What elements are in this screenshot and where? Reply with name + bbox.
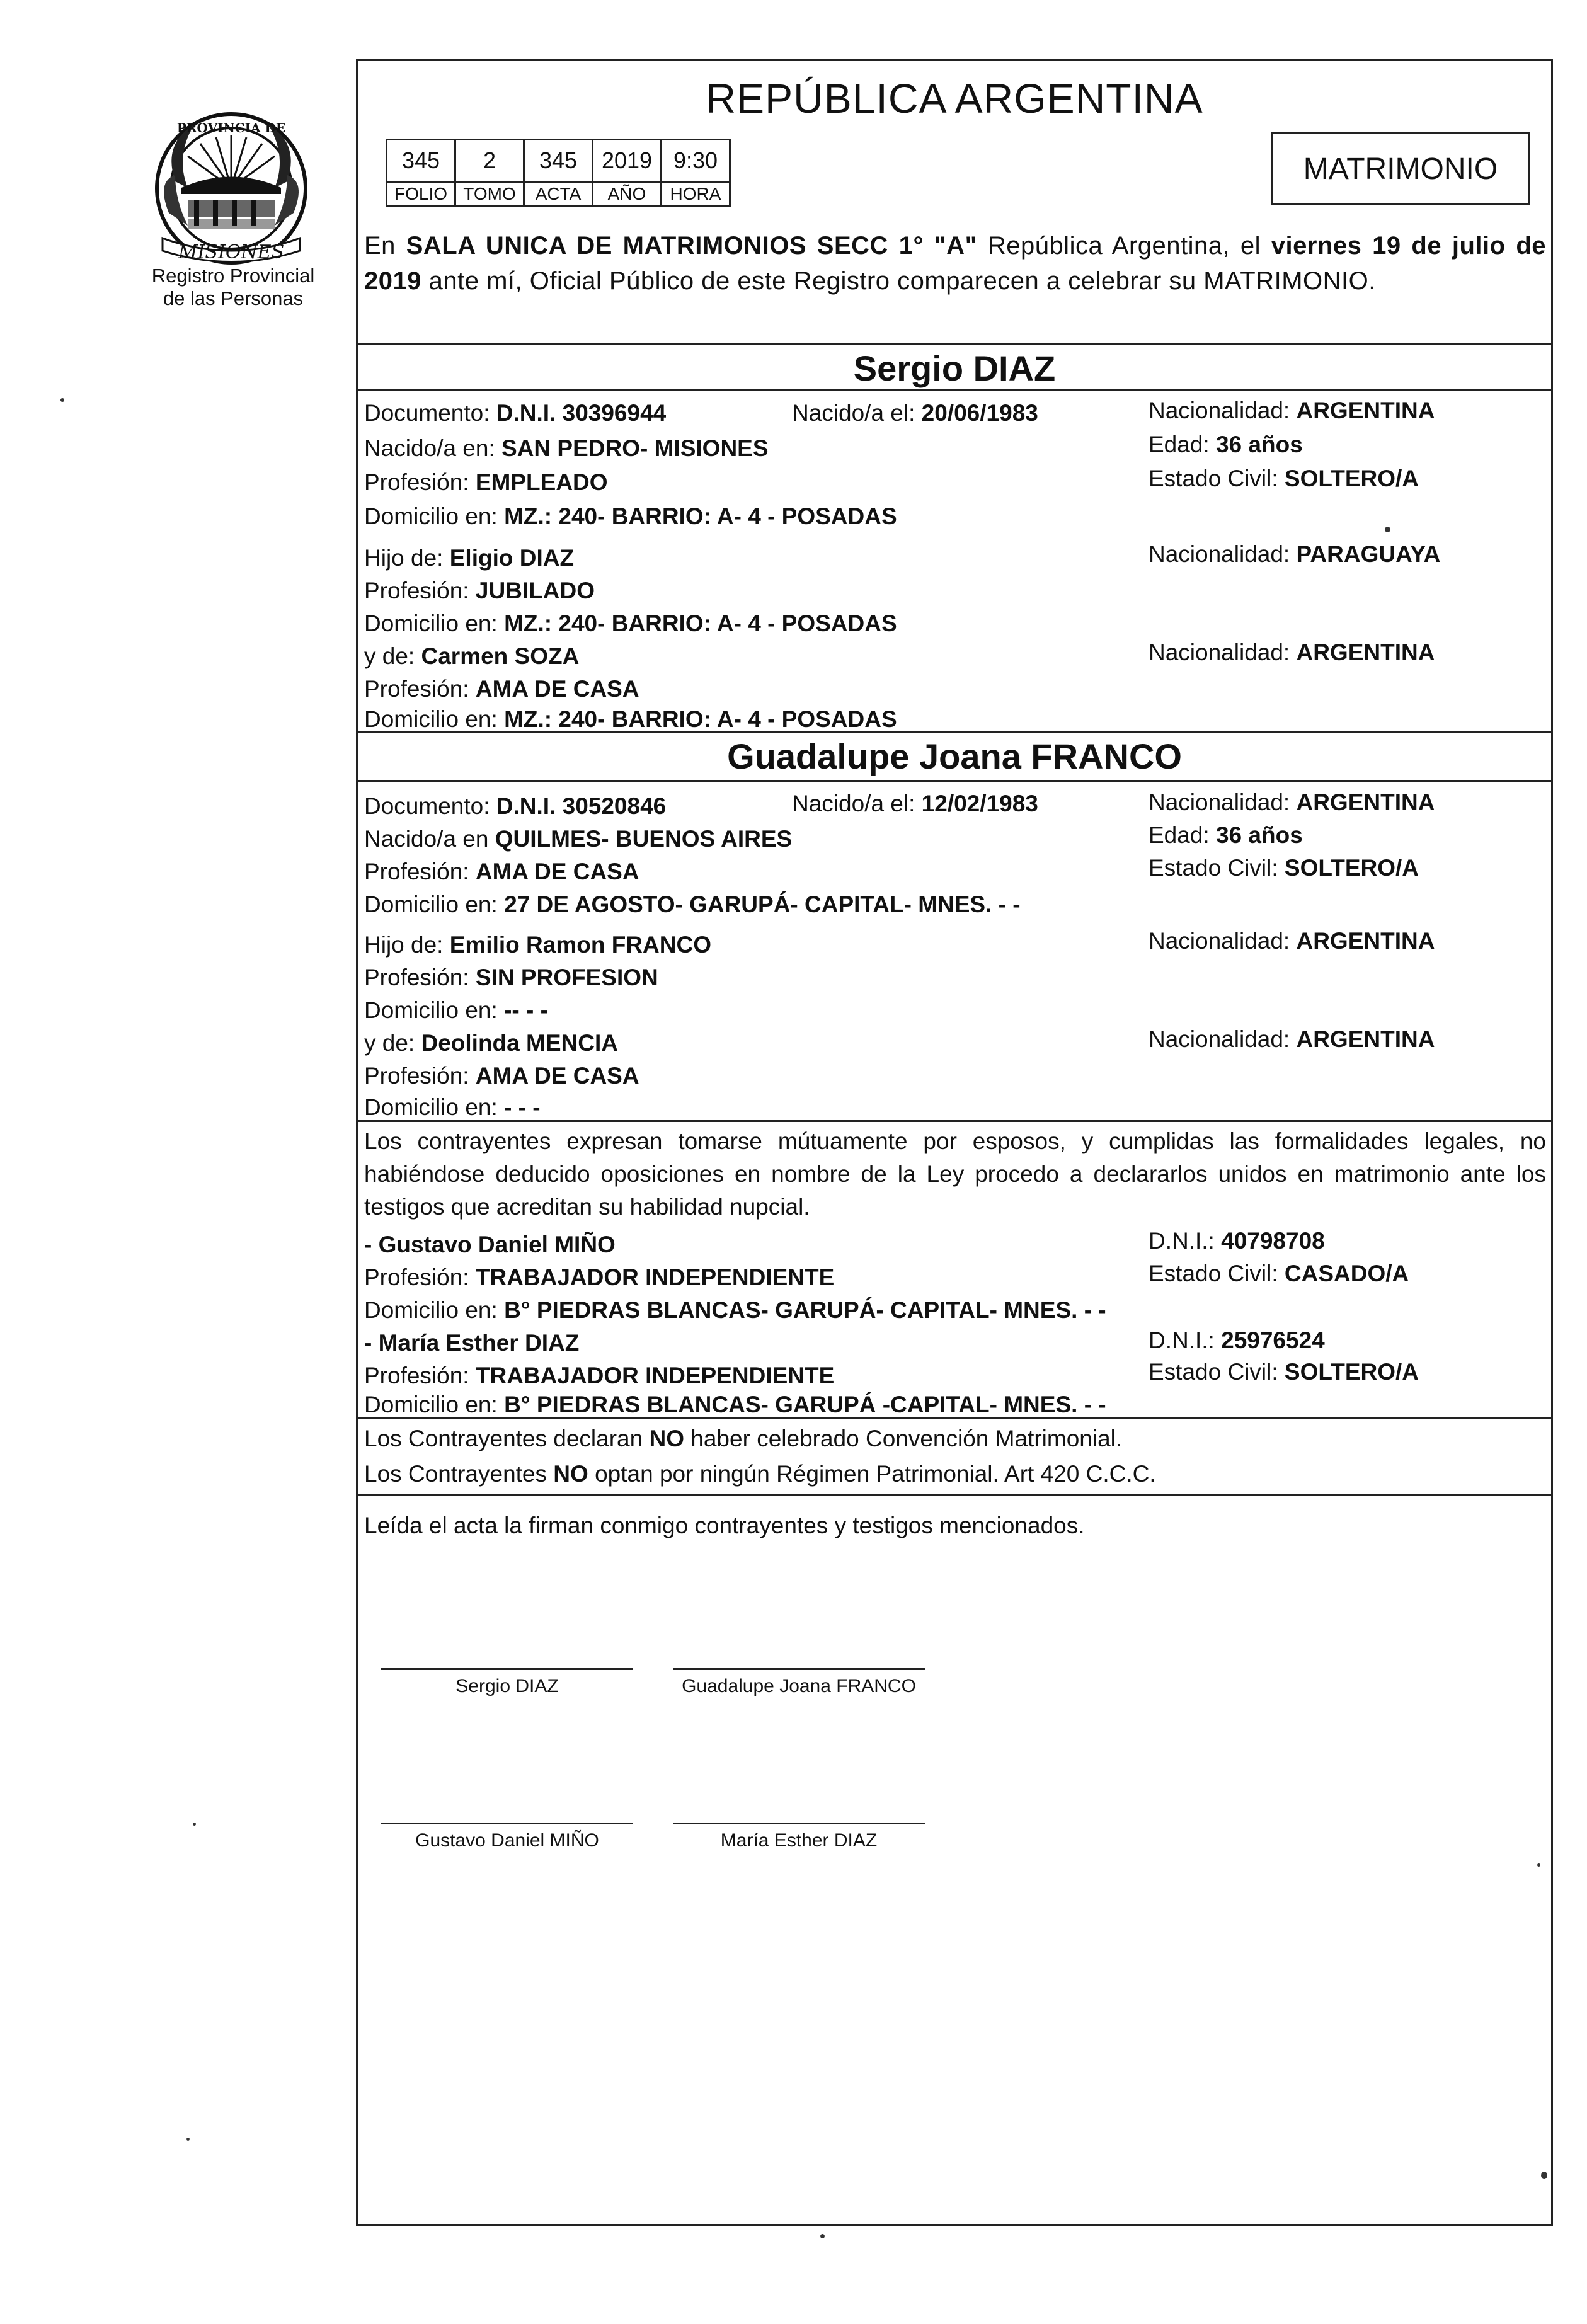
party2-father-nationality: Nacionalidad: ARGENTINA [1149,928,1435,954]
scan-speck [1541,2172,1547,2179]
tomo-label: TOMO [455,182,524,207]
witness2-address: Domicilio en: B° PIEDRAS BLANCAS- GARUPÁ -CAPITAL- MNES. - - [364,1392,1106,1417]
scan-speck [820,2234,825,2238]
misiones-seal-logo [150,106,312,271]
signature-label-sergio: Sergio DIAZ [455,1676,559,1697]
party2-civil-status: Estado Civil: SOLTERO/A [1149,855,1419,881]
intro-paragraph: En SALA UNICA DE MATRIMONIOS SECC 1° "A" República Argentina, el viernes 19 de julio de 2019 ante mí, Oficial Público de este Registro comparecen a celebrar su MATRIMONIO. [364,232,1547,295]
tomo-value: 2 [455,140,524,182]
party2-age: Edad: 36 años [1149,822,1303,848]
party2-address: Domicilio en: 27 DE AGOSTO- GARUPÁ- CAPITAL- MNES. - - [364,891,1021,917]
signature-label-gustavo: Gustavo Daniel MIÑO [415,1830,599,1851]
party2-name: Guadalupe Joana FRANCO [727,736,1182,776]
section-divider [356,343,1553,345]
folio-label: FOLIO [387,182,455,207]
party1-father-nationality: Nacionalidad: PARAGUAYA [1149,541,1441,567]
scan-speck [193,1823,196,1826]
party2-father-profession: Profesión: SIN PROFESION [364,965,658,990]
convention-line-1: Los Contrayentes declaran NO haber celebrado Convención Matrimonial. [364,1426,1123,1451]
party2-father-address: Domicilio en: -- - - [364,997,548,1023]
signature-label-maria: María Esther DIAZ [720,1830,878,1851]
party1-document: Documento: D.N.I. 30396944 [364,400,667,426]
party1-name: Sergio DIAZ [853,348,1056,388]
witness2-name: - María Esther DIAZ [364,1330,580,1356]
party2-mother-profession: Profesión: AMA DE CASA [364,1063,639,1089]
acta-label: ACTA [524,182,593,207]
hora-label: HORA [662,182,730,207]
scan-speck [60,398,64,402]
party1-birthplace: Nacido/a en: SAN PEDRO- MISIONES [364,435,769,461]
closing-statement: Leída el acta la firman conmigo contrayentes y testigos mencionados. [364,1513,1085,1538]
party1-father: Hijo de: Eligio DIAZ [364,545,575,571]
scan-speck [1537,1863,1540,1867]
signature-line [673,1668,925,1670]
signature-line [381,1823,633,1824]
signature-label-guadalupe: Guadalupe Joana FRANCO [682,1676,916,1697]
svg-text:MISIONES: MISIONES [178,241,285,263]
party2-birthplace: Nacido/a en QUILMES- BUENOS AIRES [364,826,793,852]
section-divider [356,780,1553,782]
party2-profession: Profesión: AMA DE CASA [364,859,639,884]
witness2-dni: D.N.I.: 25976524 [1149,1327,1325,1353]
scan-speck [1385,527,1390,532]
party1-father-address: Domicilio en: MZ.: 240- BARRIO: A- 4 - POSADAS [364,610,897,636]
svg-text:PROVINCIA DE: PROVINCIA DE [176,120,286,135]
folio-value: 345 [387,140,455,182]
hora-value: 9:30 [662,140,730,182]
section-divider [356,1494,1553,1496]
party2-mother-nationality: Nacionalidad: ARGENTINA [1149,1026,1435,1052]
registry-label: Registro Provincial de las Personas [151,265,315,309]
party2-mother-address: Domicilio en: - - - [364,1094,541,1120]
witness1-address: Domicilio en: B° PIEDRAS BLANCAS- GARUPÁ- CAPITAL- MNES. - - [364,1297,1106,1323]
party2-nationality: Nacionalidad: ARGENTINA [1149,789,1435,815]
party2-father: Hijo de: Emilio Ramon FRANCO [364,932,711,958]
scan-speck [186,2138,190,2141]
party1-birthdate: Nacido/a el: 20/06/1983 [792,400,1038,426]
signature-line [673,1823,925,1824]
party1-civil-status: Estado Civil: SOLTERO/A [1149,466,1419,491]
party2-mother: y de: Deolinda MENCIA [364,1030,618,1056]
witness1-civil-status: Estado Civil: CASADO/A [1149,1261,1409,1286]
party1-father-profession: Profesión: JUBILADO [364,578,595,604]
anio-label: AÑO [593,182,662,207]
witness2-profession: Profesión: TRABAJADOR INDEPENDIENTE [364,1363,835,1388]
party1-mother-nationality: Nacionalidad: ARGENTINA [1149,639,1435,665]
folio-table [386,139,731,207]
party1-nationality: Nacionalidad: ARGENTINA [1149,398,1435,423]
page-title: REPÚBLICA ARGENTINA [706,75,1203,122]
party1-address: Domicilio en: MZ.: 240- BARRIO: A- 4 - POSADAS [364,503,897,529]
party1-mother: y de: Carmen SOZA [364,643,580,669]
convention-line-2: Los Contrayentes NO optan por ningún Régimen Patrimonial. Art 420 C.C.C. [364,1461,1156,1487]
party1-mother-profession: Profesión: AMA DE CASA [364,676,639,702]
declaration-paragraph: Los contrayentes expresan tomarse mútuamente por esposos, y cumplidas las formalidades legales, no habiéndose deducido oposiciones en nombre de la Ley procedo a declararlos unidos en matrimonio ante los testigos que acreditan su habilidad nupcial. [364,1128,1546,1220]
acta-value: 345 [524,140,593,182]
anio-value: 2019 [593,140,662,182]
party2-birthdate: Nacido/a el: 12/02/1983 [792,791,1038,816]
party1-profession: Profesión: EMPLEADO [364,469,608,495]
witness1-name: - Gustavo Daniel MIÑO [364,1232,616,1257]
document-type-box: MATRIMONIO [1271,132,1530,205]
party1-age: Edad: 36 años [1149,432,1303,457]
witness1-dni: D.N.I.: 40798708 [1149,1228,1325,1254]
section-divider [356,389,1553,391]
witness2-civil-status: Estado Civil: SOLTERO/A [1149,1359,1419,1385]
party2-document: Documento: D.N.I. 30520846 [364,793,667,819]
signature-line [381,1668,633,1670]
witness1-profession: Profesión: TRABAJADOR INDEPENDIENTE [364,1264,835,1290]
party1-mother-address: Domicilio en: MZ.: 240- BARRIO: A- 4 - POSADAS [364,706,897,732]
